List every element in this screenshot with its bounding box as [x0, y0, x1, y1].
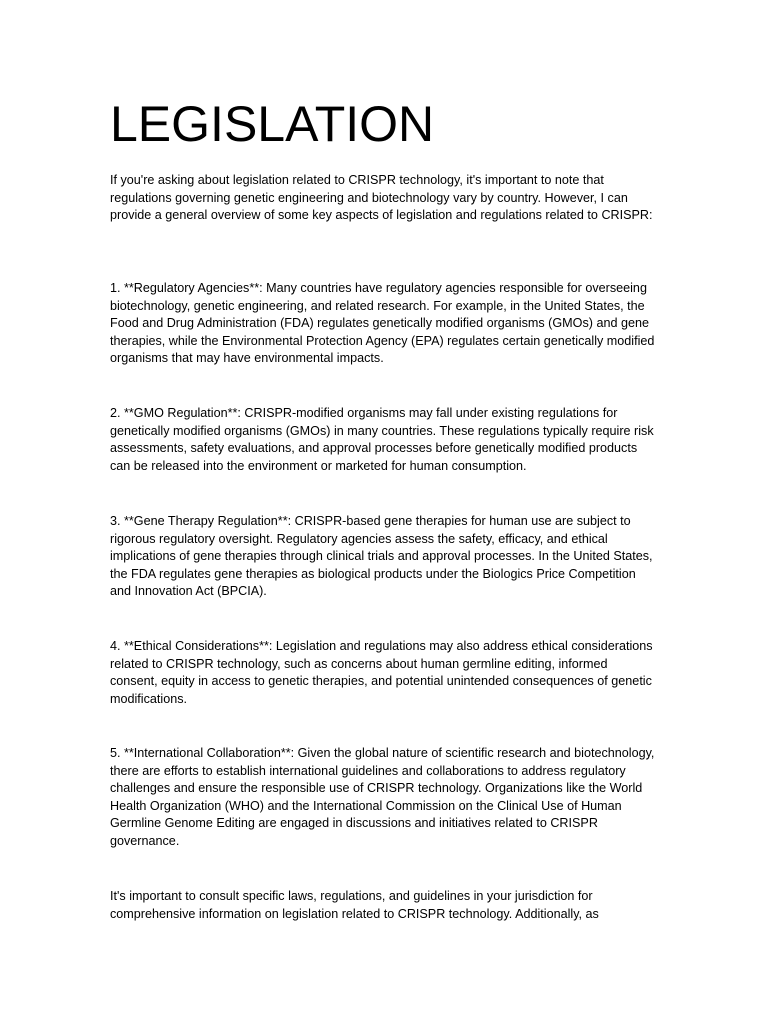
paragraph-gene-therapy-regulation: 3. **Gene Therapy Regulation**: CRISPR-based gene therapies for human use are subject to rigorous regulatory oversight. Regulatory agencies assess the safety, efficacy, and ethical implications of gene therapies through clinical trials and approval processes. In the United States, the FDA regulates gene therapies as biological products under the Biologics Price Competition and Innovation Act (BPCIA).: [110, 514, 653, 599]
paragraph-gmo-regulation: 2. **GMO Regulation**: CRISPR-modified organisms may fall under existing regulations for genetically modified organisms (GMOs) in many countries. These regulations typically require risk assessments, safety evaluations, and approval processes before genetically modified products can be released into the environment or marketed for human consumption.: [110, 406, 654, 473]
intro-paragraph: If you're asking about legislation related to CRISPR technology, it's important to note that regulations governing genetic engineering and biotechnology vary by country. However, I can provide a general overview of some key aspects of legislation and regulations related to CRISPR:: [110, 173, 653, 223]
paragraph-international-collaboration: 5. **International Collaboration**: Given the global nature of scientific research and biotechnology, there are efforts to establish international guidelines and collaborations to address regulatory challenges and ensure the responsible use of CRISPR technology. Organizations like the World Health Organization (WHO) and the International Commission on the Clinical Use of Human Germline Genome Editing are engaged in discussions and initiatives related to CRISPR governance.: [110, 746, 655, 848]
paragraph-ethical-considerations: 4. **Ethical Considerations**: Legislation and regulations may also address ethical considerations related to CRISPR technology, such as concerns about human germline editing, informed consent, equity in access to genetic therapies, and potential unintended consequences of genetic modifications.: [110, 639, 653, 706]
closing-paragraph: It's important to consult specific laws, regulations, and guidelines in your jurisdiction for comprehensive information on legislation related to CRISPR technology. Additionally, as: [110, 889, 599, 921]
paragraph-regulatory-agencies: 1. **Regulatory Agencies**: Many countries have regulatory agencies responsible for overseeing biotechnology, genetic engineering, and related research. For example, in the United States, the Food and Drug Administration (FDA) regulates genetically modified organisms (GMOs) and gene therapies, while the Environmental Protection Agency (EPA) regulates certain genetically modified organisms that may have environmental impacts.: [110, 281, 655, 366]
document-title: LEGISLATION: [110, 96, 435, 152]
